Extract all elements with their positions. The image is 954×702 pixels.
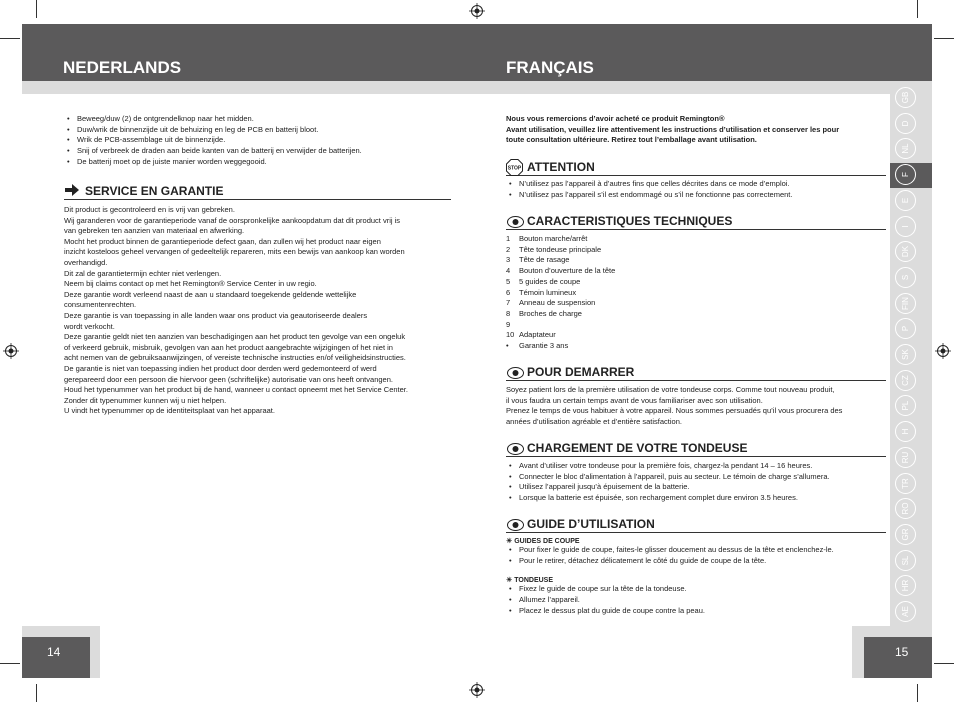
registration-mark-icon [935, 343, 951, 359]
demarrer-text [506, 385, 891, 427]
text-line: Dit zal de garantietermijn echter niet verlengen. [64, 268, 222, 278]
stop-icon [506, 159, 523, 176]
spec-item [506, 245, 806, 256]
guide-sub1 [506, 537, 891, 545]
list-item: • De batterij moet op de juiste manier worden weggegooid. [64, 157, 454, 168]
specs-list [506, 234, 806, 352]
text-line: toute consultation ultérieure. Retirez tout l’emballage avant utilisation. [506, 135, 757, 145]
language-tab-dk[interactable] [890, 240, 932, 265]
eye-icon [507, 216, 524, 228]
spec-text: Bouton marche/arrêt [519, 234, 588, 243]
spec-number: 9 [506, 319, 511, 329]
language-tab-label: RU [901, 451, 910, 464]
specs-heading: CARACTERISTIQUES TECHNIQUES [527, 214, 733, 228]
text-line: il vous faudra un certain temps avant de vous familiariser avec son utilisation. [506, 395, 763, 405]
text-line: inzicht kosteloos geheel vervangen of gedeeltelijk repareren, mits een bewijs van aankoop kan worden [64, 247, 405, 257]
text-line: Deze garantie wordt verleend naast de aan u standaard toegekende geldende wettelijke [64, 289, 357, 299]
right-page-number: 15 [895, 645, 909, 659]
service-section-header [64, 183, 451, 200]
text-line: Soyez patient lors de la première utilisation de votre tondeuse corps. Comme tout nouveau produit, [506, 385, 835, 394]
text-line: U vindt het typenummer op de identiteitsplaat van het apparaat. [64, 406, 275, 416]
language-tab-ro[interactable] [890, 497, 932, 522]
language-tab-s[interactable] [890, 266, 932, 291]
text-line: acht nemen van de gebruiksaanwijzingen, of vereiste technische instructies en/of veiligheidsinstructies. [64, 353, 406, 363]
list-item: • Lorsque la batterie est épuisée, son rechargement complet dure environ 3.5 heures. [506, 493, 891, 504]
spec-text: Témoin lumineux [519, 287, 577, 297]
crop-mark [0, 663, 20, 664]
language-tab-pl[interactable] [890, 394, 932, 419]
chargement-list [506, 461, 891, 504]
text-line: Mocht het product binnen de garantieperiode defect gaan, dan zullen wij het product naar eigen [64, 236, 381, 246]
language-tab-label: DK [901, 246, 910, 258]
text-line: années d’utilisation agréable et d’entière satisfaction. [506, 416, 682, 426]
language-tabs [890, 81, 932, 626]
language-tab-hr[interactable] [890, 574, 932, 599]
text-line: consumentenrechten. [64, 300, 137, 310]
language-tab-label: CZ [901, 374, 910, 386]
guide-sub2 [506, 576, 891, 584]
language-tab-label: PL [901, 401, 910, 411]
text-line: Deze garantie is van toepassing in alle landen waar ons product via geautoriseerde dealers [64, 310, 368, 320]
eye-icon [507, 443, 524, 455]
spec-number: 7 [506, 298, 511, 308]
spec-number: 5 [506, 276, 511, 286]
spec-number: 1 [506, 234, 511, 243]
chargement-heading: CHARGEMENT DE VOTRE TONDEUSE [527, 441, 748, 455]
eye-icon [507, 367, 524, 379]
fr-intro [506, 114, 886, 146]
language-tab-f[interactable] [890, 163, 932, 188]
spec-item [506, 255, 806, 266]
spec-text: 5 guides de coupe [519, 276, 581, 286]
text-line: of verkeerd gebruik, misbruik, gevolgen van aan het product aangebrachte wijzigingen of het niet in [64, 342, 393, 352]
spec-item [506, 341, 806, 352]
list-item: • Allumez l’appareil. [506, 595, 891, 606]
guide-content [506, 537, 891, 617]
spec-item [506, 266, 806, 277]
language-tab-label: E [901, 197, 910, 203]
list-item: • Fixez le guide de coupe sur la tête de la tondeuse. [506, 584, 891, 595]
language-tab-label: FIN [901, 296, 910, 310]
spec-item [506, 298, 806, 309]
language-tab-ae[interactable] [890, 600, 932, 625]
crop-mark [36, 0, 37, 18]
language-tab-gr[interactable] [890, 523, 932, 548]
spec-item [506, 330, 806, 341]
spec-number: 3 [506, 255, 511, 265]
service-heading: SERVICE EN GARANTIE [85, 184, 224, 198]
crop-mark [934, 38, 954, 39]
left-page-title: NEDERLANDS [63, 58, 182, 77]
text-line: Zonder dit typenummer kunnen wij u niet helpen. [64, 395, 227, 405]
spec-text: Tête de rasage [519, 255, 570, 265]
crop-mark [36, 684, 37, 702]
language-tab-label: I [901, 224, 910, 228]
spec-text: Garantie 3 ans [519, 341, 569, 351]
specs-section-header [506, 213, 886, 230]
text-line: De garantie is niet van toepassing indien het product door derden werd gedemonteerd of werd [64, 363, 377, 373]
attention-section-header [506, 159, 886, 176]
list-item: • Avant d’utiliser votre tondeuse pour la première fois, chargez-la pendant 14 – 16 heures. [506, 461, 891, 472]
text-line: overhandigd. [64, 257, 108, 267]
left-page-number: 14 [47, 645, 61, 659]
spec-item [506, 320, 806, 331]
crop-mark [917, 0, 918, 18]
language-tab-h[interactable] [890, 420, 932, 445]
language-tab-cz[interactable] [890, 369, 932, 394]
language-tab-label: S [901, 274, 910, 281]
language-tab-p[interactable] [890, 317, 932, 342]
text-line: Houd het typenummer van het product bij de hand, wanneer u contact opneemt met het Service Center. [64, 385, 408, 395]
spec-number: 10 [506, 330, 515, 340]
text-line: Nous vous remercions d’avoir acheté ce produit Remington® [506, 114, 725, 123]
text-line: van gebreken ten aanzien van materiaal en afwerking. [64, 226, 245, 236]
list-item: • Connecter le bloc d’alimentation à l’appareil, puis au secteur. Le témoin de charge s’allumera. [506, 472, 891, 483]
list-item: • Snij of verbreek de draden aan beide kanten van de batterij en verwijder de batterijen. [64, 146, 454, 157]
text-line: Wij garanderen voor de garantieperiode vanaf de oorspronkelijke aankoopdatum dat dit product vrij is [64, 215, 401, 225]
list-item: • Pour le retirer, détachez délicatement le côté du guide de coupe de la tête. [506, 556, 891, 567]
spec-number: 4 [506, 266, 511, 276]
language-tab-sk[interactable] [890, 343, 932, 368]
guide-section-header [506, 516, 886, 533]
right-footer-box [864, 637, 932, 678]
language-tab-i[interactable] [890, 215, 932, 240]
left-footer-box [22, 637, 90, 678]
list-item: • Duw/wrik de binnenzijde uit de behuizing en leg de PCB en batterij bloot. [64, 125, 454, 136]
language-tab-label: P [901, 326, 910, 332]
list-item: • Pour fixer le guide de coupe, faites-le glisser doucement au dessus de la tête et enclenchez-le. [506, 545, 891, 556]
spec-item [506, 277, 806, 288]
spec-number: 2 [506, 244, 511, 254]
language-tab-d[interactable] [890, 112, 932, 137]
left-intro-list [64, 114, 454, 168]
language-tab-label: AE [901, 606, 910, 617]
language-tab-fin[interactable] [890, 292, 932, 317]
guide-sub2-label: TONDEUSE [514, 577, 554, 585]
language-tab-label: H [901, 428, 910, 435]
language-tab-label: GB [901, 91, 910, 104]
language-tab-sl[interactable] [890, 549, 932, 574]
header-subband [22, 81, 932, 94]
language-tab-label: TR [901, 477, 910, 489]
spec-number: 6 [506, 287, 511, 297]
registration-mark-icon [3, 343, 19, 359]
right-page-title: FRANÇAIS [506, 58, 594, 77]
text-line: Deze garantie geldt niet ten aanzien van beschadigingen aan het product ten gevolge van een ongeluk [64, 332, 406, 342]
text-line: Avant utilisation, veuillez lire attentivement les instructions d’utilisation et conserver les pour [506, 124, 840, 134]
spec-number: 8 [506, 308, 511, 318]
language-tab-label: RO [901, 502, 910, 515]
attention-heading: ATTENTION [527, 160, 595, 174]
language-tab-e[interactable] [890, 189, 932, 214]
language-tab-label: F [901, 172, 910, 178]
spec-text: Anneau de suspension [519, 298, 596, 308]
spec-text: Broches de charge [519, 308, 582, 318]
language-tab-label: D [901, 120, 910, 127]
registration-mark-icon [469, 682, 485, 698]
text-line: wordt verkocht. [64, 321, 115, 331]
attention-list [506, 179, 886, 200]
list-item: • Placez le dessus plat du guide de coupe contre la peau. [506, 606, 891, 617]
spec-item [506, 309, 806, 320]
demarrer-heading: POUR DEMARRER [527, 365, 635, 379]
text-line: gerepareerd door een persoon die hiervoor geen (schriftelijke) autorisatie van ons heeft ontvangen. [64, 374, 393, 384]
spec-number: • [506, 341, 509, 351]
sun-icon: ☀ [506, 538, 513, 545]
language-tab-nl[interactable] [890, 137, 932, 162]
spec-text: Tête tondeuse principale [519, 244, 602, 254]
spec-text: Bouton d’ouverture de la tête [519, 266, 616, 276]
spec-item [506, 234, 806, 245]
list-item: • N’utilisez pas l’appareil s’il est endommagé ou s’il ne fonctionne pas correctement. [506, 190, 886, 201]
guide-sub1-label: GUIDES DE COUPE [514, 538, 580, 545]
language-tab-label: GR [901, 528, 910, 541]
text-line: Prenez le temps de vous habituer à votre appareil. Nous sommes persuadés qu’il vous procurera des [506, 406, 843, 416]
crop-mark [0, 38, 20, 39]
eye-icon [507, 519, 524, 531]
list-item: • Wrik de PCB-assemblage uit de binnenzijde. [64, 135, 454, 146]
language-tab-gb[interactable] [890, 86, 932, 111]
spec-item [506, 288, 806, 299]
sun-icon: ☀ [506, 577, 513, 585]
language-tab-ru[interactable] [890, 446, 932, 471]
language-tab-label: NL [901, 143, 910, 155]
language-tab-tr[interactable] [890, 472, 932, 497]
chargement-section-header [506, 440, 886, 457]
service-text [64, 205, 456, 417]
arrow-right-icon [65, 184, 79, 196]
list-item: • Utilisez l’appareil jusqu’à épuisement de la batterie. [506, 482, 891, 493]
demarrer-section-header [506, 364, 886, 381]
spec-text: Adaptateur [519, 330, 556, 340]
crop-mark [934, 663, 954, 664]
stop-icon-text: STOP [507, 165, 522, 172]
list-item: • Beweeg/duw (2) de ontgrendelknop naar het midden. [64, 114, 454, 125]
language-tab-label: SK [901, 349, 910, 360]
text-line: Neem bij claims contact op met het Remington® Service Center in uw regio. [64, 279, 317, 289]
language-tab-label: SL [901, 555, 910, 565]
crop-mark [917, 684, 918, 702]
language-tab-label: HR [901, 580, 910, 592]
registration-mark-icon [469, 3, 485, 19]
text-line: Dit product is gecontroleerd en is vrij van gebreken. [64, 205, 235, 214]
list-item: • N’utilisez pas l’appareil à d’autres fins que celles décrites dans ce mode d’emploi. [506, 179, 886, 190]
guide-heading: GUIDE D’UTILISATION [527, 517, 655, 531]
